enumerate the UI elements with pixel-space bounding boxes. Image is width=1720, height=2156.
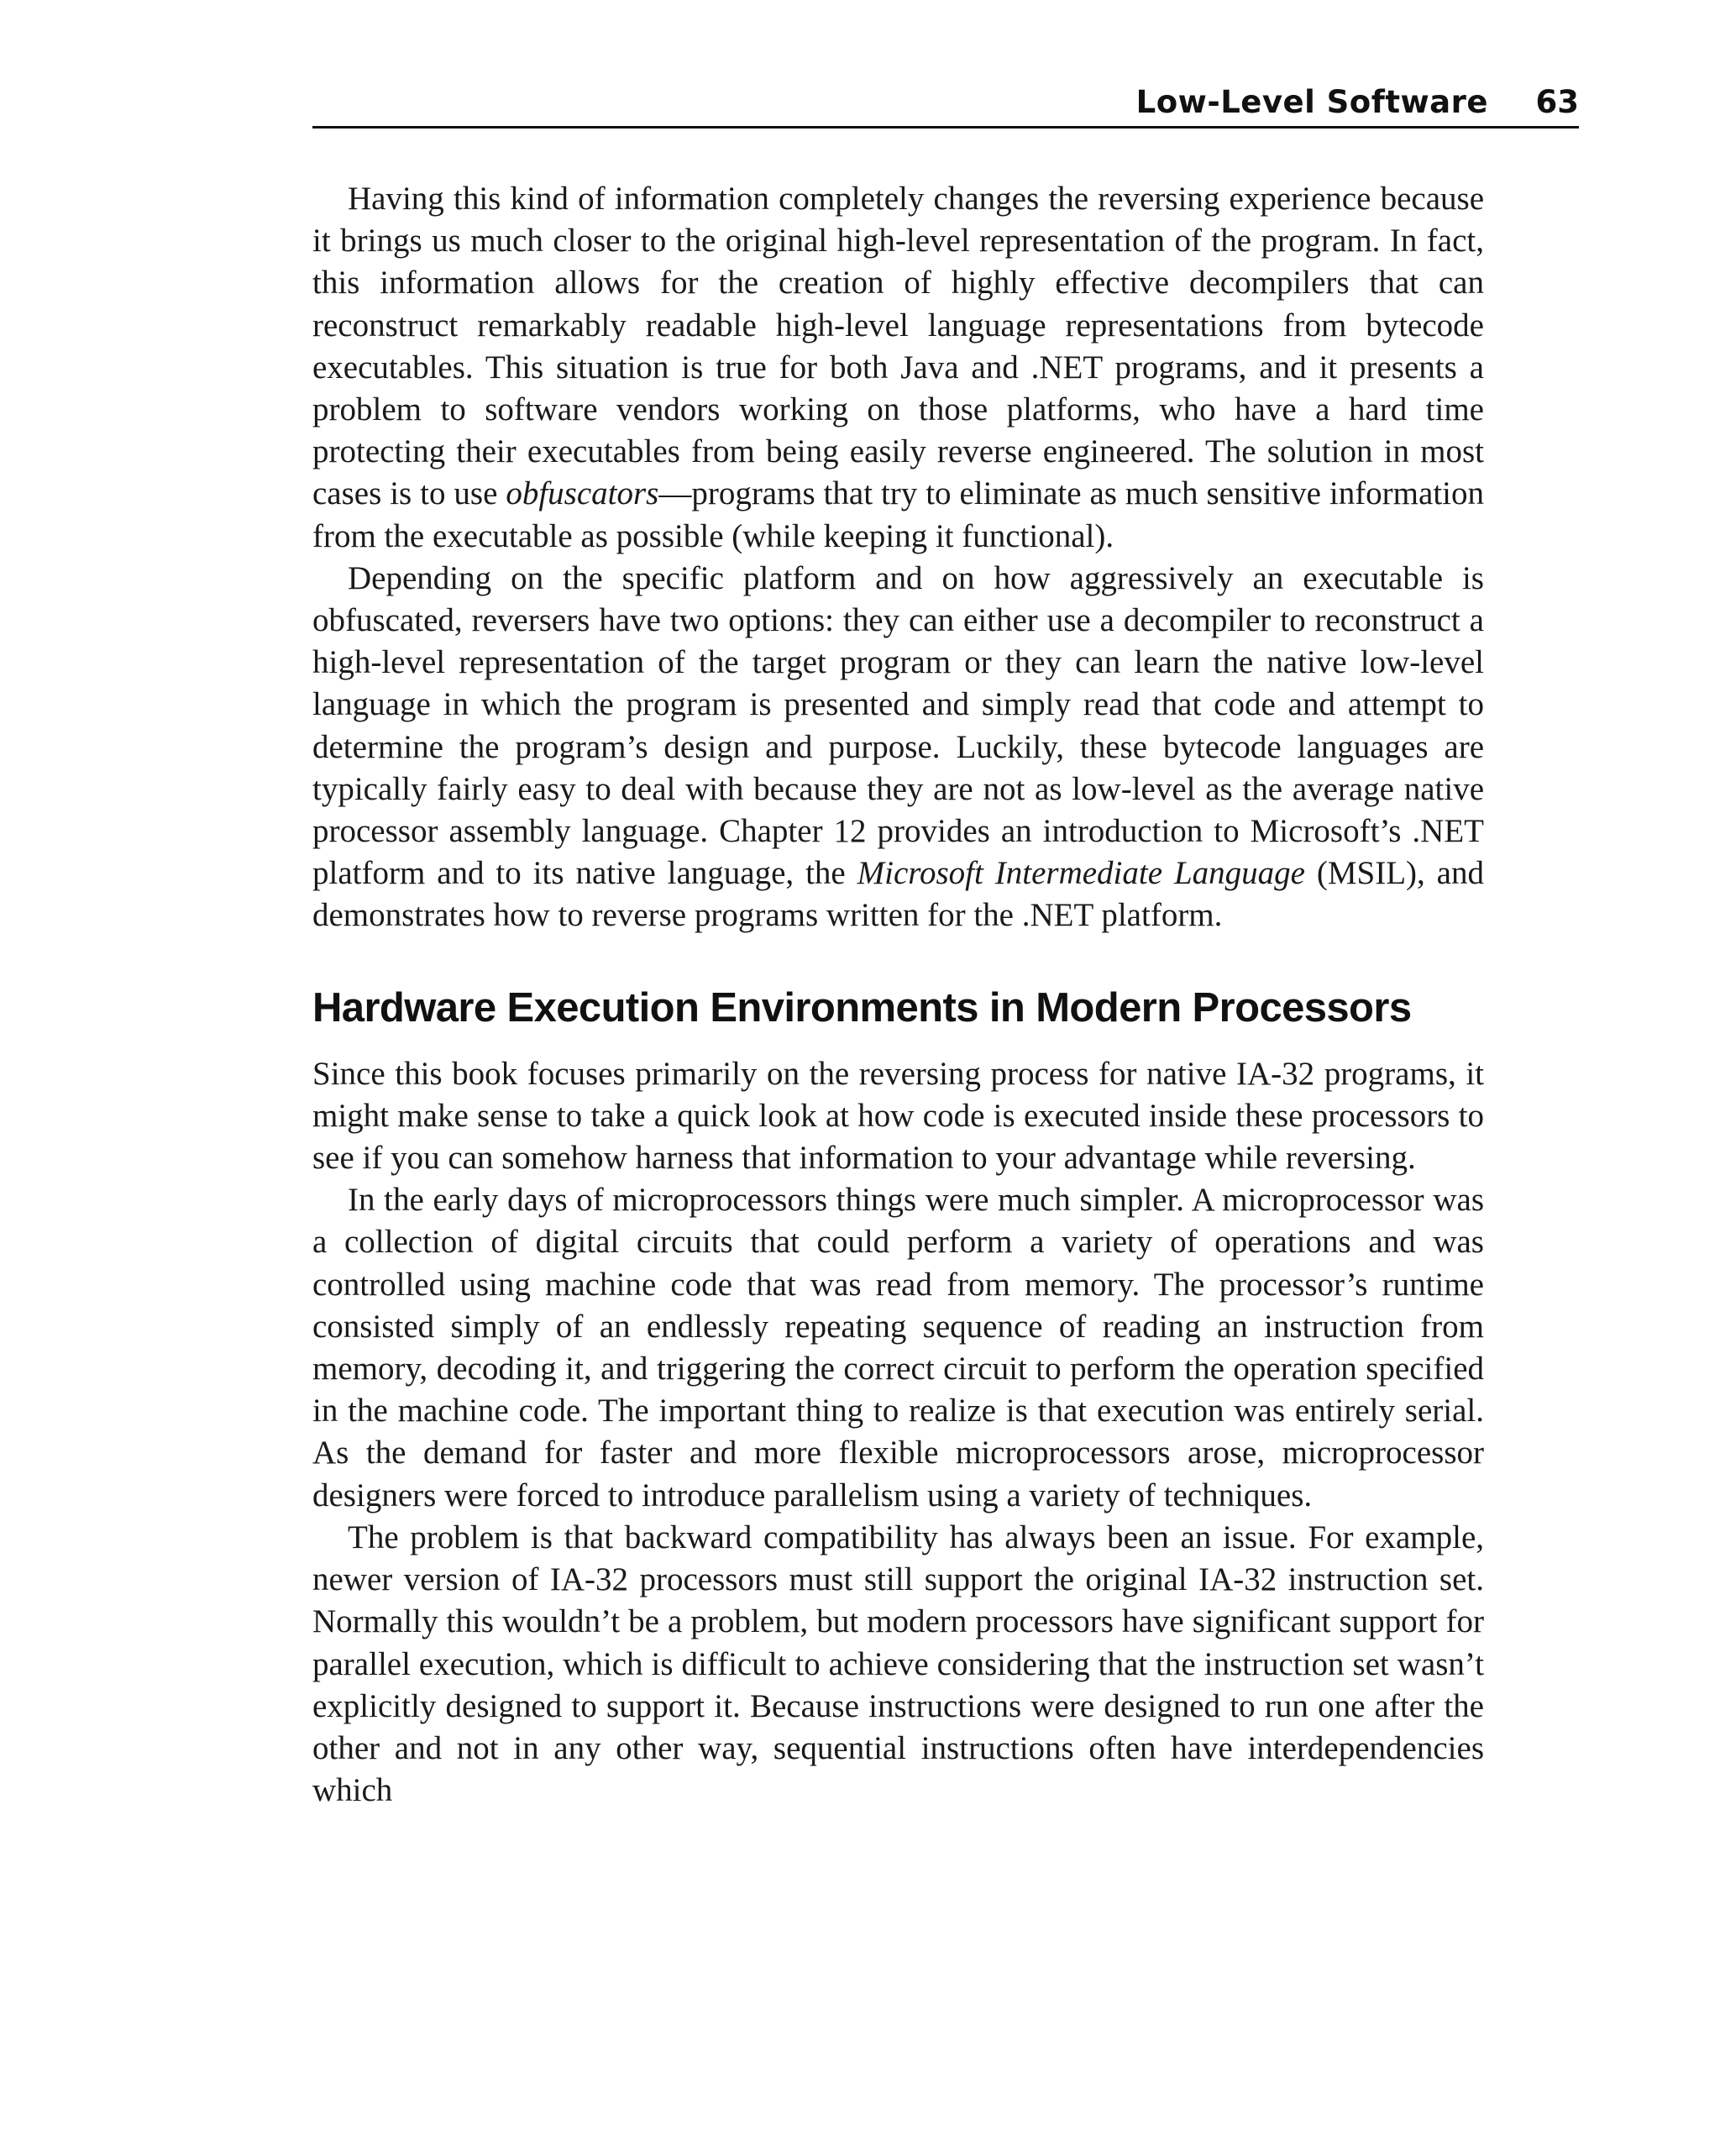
term-msil: Microsoft Intermediate Language: [857, 855, 1305, 892]
term-obfuscators: obfuscators: [506, 475, 659, 512]
paragraph-1-text-a: Having this kind of information completely changes the reversing experience because it brings us much closer to the original high-level representation of the program. In fact, this information allows for the creation of highly effective decompilers that can reconstruct remarkably readable high-level language representations from bytecode executables. This situation is true for both Java and .NET programs, and it presents a problem to software vendors working on those platforms, who have a hard time protecting their executables from being easily reverse engineered. The solution in most cases is to use: [312, 181, 1484, 512]
paragraph-2: [312, 558, 1484, 937]
page-number: 63: [1535, 84, 1579, 120]
paragraph-2-text-b: (MSIL), and demonstrates how to reverse programs written for the .NET platform.: [312, 855, 1484, 934]
paragraph-1-text-b: —programs that try to eliminate as much sensitive information from the executable as possible (while keeping it functional).: [312, 475, 1484, 554]
paragraph-3: Since this book focuses primarily on the reversing process for native IA-32 programs, it might make sense to take a quick look at how code is executed inside these processors to see if you can somehow harness that information to your advantage while reversing.: [312, 1055, 1484, 1177]
paragraph-5: The problem is that backward compatibility has always been an issue. For example, newer version of IA-32 processors must still support the original IA-32 instruction set. Normally this wouldn’t be a problem, but modern processors have significant support for parallel execution, which is difficult to achieve considering that the instruction set wasn’t explicitly designed to support it. Because instructions were designed to run one after the other and not in any other way, sequential instructions often have interdependencies which: [312, 1519, 1484, 1809]
paragraph-2-text-a: Depending on the specific platform and on how aggressively an executable is obfuscated, reversers have two options: they can either use a decompiler to reconstruct a high-level representation of the target program or they can learn the native low-level language in which the program is presented and simply read that code and attempt to determine the program’s design and purpose. Luckily, these bytecode languages are typically fairly easy to deal with because they are not as low-level as the average native processor assembly language. Chapter 12 provides an introduction to Microsoft’s .NET platform and to its native language, the: [312, 559, 1484, 892]
page-body: [312, 178, 1484, 1812]
page-header: [312, 74, 1579, 129]
running-head: Low-Level Software: [1135, 84, 1488, 120]
paragraph-1: [312, 178, 1484, 558]
section-heading: Hardware Execution Environments in Modern Processors: [312, 984, 1412, 1031]
paragraph-4: In the early days of microprocessors things were much simpler. A microprocessor was a collection of digital circuits that could perform a variety of operations and was controlled using machine code that was read from memory. The processor’s runtime consisted simply of an endlessly repeating sequence of reading an instruction from memory, decoding it, and triggering the correct circuit to perform the operation specified in the machine code. The important thing to realize is that execution was entirely serial. As the demand for faster and more flexible microprocessors arose, microprocessor designers were forced to introduce parallelism using a variety of techniques.: [312, 1182, 1484, 1513]
